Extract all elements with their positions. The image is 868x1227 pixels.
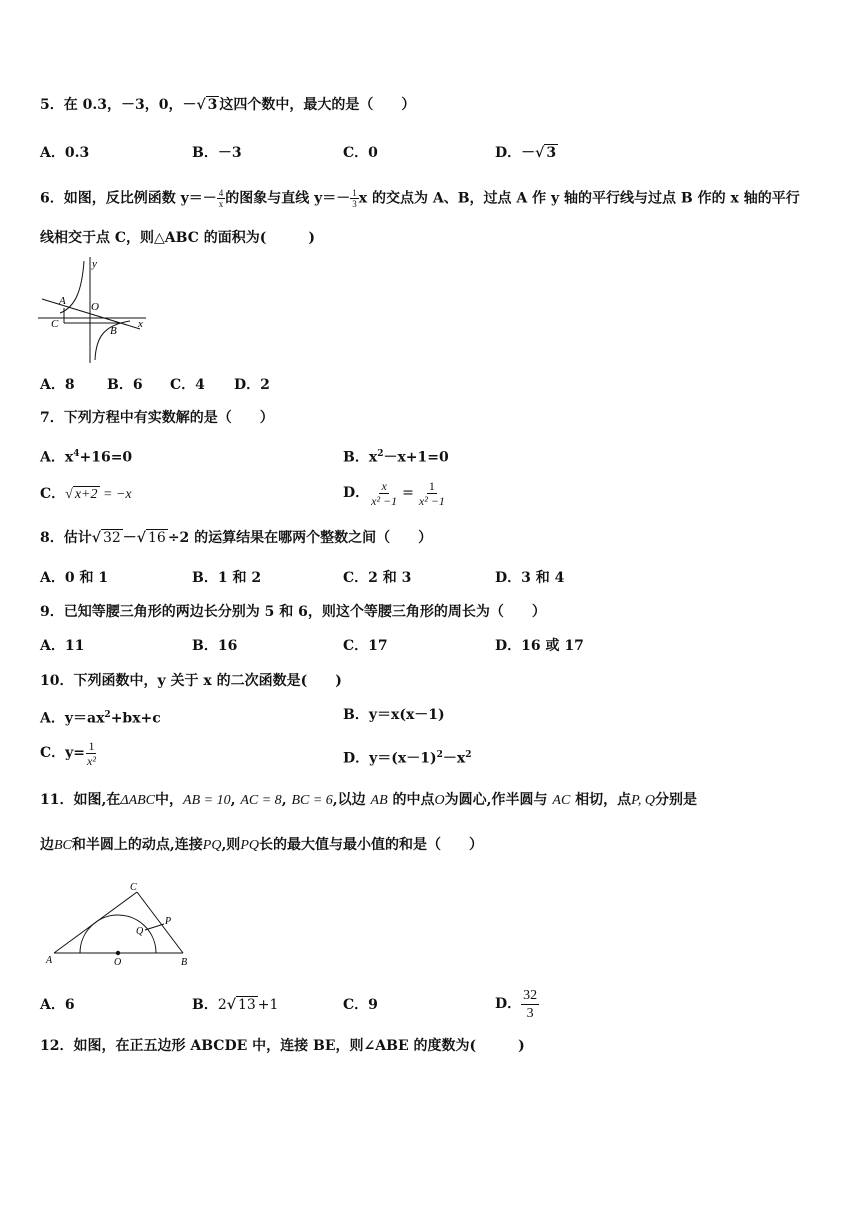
q8-option-d: D．3 和 4 [495, 570, 565, 586]
q11-option-c: C．9 [343, 997, 378, 1013]
q9-option-c: C．17 [343, 638, 388, 654]
semicircle [80, 915, 156, 953]
label-O: O [91, 301, 99, 313]
fraction: $\frac{1}{\text{x²}}$ [87, 738, 96, 768]
question-7-stem: 7．下列方程中有实数解的是（ ） [40, 410, 274, 426]
question-11-line2: 边BC和半圆上的动点,连接PQ,则PQ长的最大值与最小值的和是（ ） [40, 837, 483, 853]
label-x: x [138, 318, 143, 330]
fraction: $\frac{x}{\text{x² −1}}$ [371, 478, 398, 508]
sqrt-sign: √ [196, 97, 206, 113]
center-O [116, 951, 120, 955]
q11-option-b: B．2√ 13 +1 [192, 997, 279, 1013]
label-C: C [51, 318, 59, 330]
q11-figure [44, 878, 196, 970]
label-P: P [165, 916, 172, 927]
q9-option-b: B．16 [192, 638, 238, 654]
question-6-line2: 线相交于点 C，则△ABC 的面积为( ) [40, 230, 316, 246]
q6-option-d: D．2 [234, 377, 270, 393]
q5-option-a: A．0.3 [40, 145, 90, 161]
fraction: $\frac{32}{3}$ [523, 987, 538, 1021]
label-A: A [59, 295, 66, 307]
q8-option-b: B．1 和 2 [192, 570, 262, 586]
q8-option-c: C．2 和 3 [343, 570, 412, 586]
question-12-stem: 12．如图，在正五边形 ABCDE 中，连接 BE，则∠ABE 的度数为( ) [40, 1038, 525, 1054]
question-5-stem: 5．在 0.3，－3，0，－√ 3 这四个数中，最大的是（ ） [40, 97, 416, 113]
q10-option-c: C．y= $\frac{1}{\text{x²}}$ [40, 738, 96, 768]
q6-option-a: A．8 [40, 377, 75, 393]
fraction: $\frac{4}{x}$ [218, 188, 224, 209]
question-6-line1: 6．如图，反比例函数 y＝－ $\frac{4}{x}$ 的图象与直线 y＝－ $\frac{1}{3}$ x 的交点为 A、B，过点 A 作 y 轴的平行线与过点 B 作的 x 轴的平行 [40, 188, 800, 209]
q9-option-a: A．11 [40, 638, 85, 654]
q6-option-c: C．4 [170, 377, 205, 393]
q11-option-d: D． $\frac{32}{3}$ [495, 987, 538, 1021]
q5-option-c: C．0 [343, 145, 378, 161]
question-8-stem: 8．估计√ 32 －√ 16 ÷2 的运算结果在哪两个整数之间（ ） [40, 530, 433, 546]
q5-option-d: D．－√ 3 [495, 145, 557, 161]
q10-option-a: A．$y=ax^2+bx+c$ [40, 710, 161, 727]
question-10-stem: 10．下列函数中，y 关于 x 的二次函数是( ) [40, 673, 342, 689]
question-9-stem: 9．已知等腰三角形的两边长分别为 5 和 6，则这个等腰三角形的周长为（ ） [40, 604, 546, 620]
q5-option-b: B．－3 [192, 145, 242, 161]
q10-option-d: D．$y=(x-1)^2-x^2$ [343, 750, 472, 767]
q9-option-d: D．16 或 17 [495, 638, 584, 654]
label-A: A [46, 955, 53, 966]
label-y: y [92, 258, 97, 270]
segment-PQ [145, 924, 164, 930]
q6-figure [38, 255, 150, 365]
q10-option-b: B．y＝x(x－1) [343, 707, 445, 723]
q7-option-c: C．√ x+2 = −x [40, 486, 132, 502]
fraction: $\frac{1}{3}$ [352, 188, 357, 209]
label-B: B [181, 957, 188, 968]
fraction: $\frac{1}{\text{x² −1}}$ [418, 478, 445, 508]
q8-option-a: A．0 和 1 [40, 570, 109, 586]
label-O: O [114, 957, 122, 968]
segment-CB [137, 892, 183, 953]
label-B: B [110, 325, 117, 337]
q7-option-a: A．$x^4+16=0$ [40, 449, 133, 466]
q6-option-b: B．6 [107, 377, 143, 393]
q7-option-b: B．$x^2-x+1=0$ [343, 449, 449, 466]
q11-option-a: A．6 [40, 997, 75, 1013]
label-Q: Q [136, 926, 144, 937]
question-11-line1: 11．如图,在ΔABC中，AB = 10, AC = 8, BC = 6,以边 AB 的中点O为圆心,作半圆与 AC 相切，点P, Q分别是 [40, 792, 698, 808]
label-C: C [130, 882, 137, 893]
q7-option-d: D． $\frac{x}{\text{x² −1}}$ = $\frac{1}{\text{x² −1}}$ [343, 478, 445, 508]
